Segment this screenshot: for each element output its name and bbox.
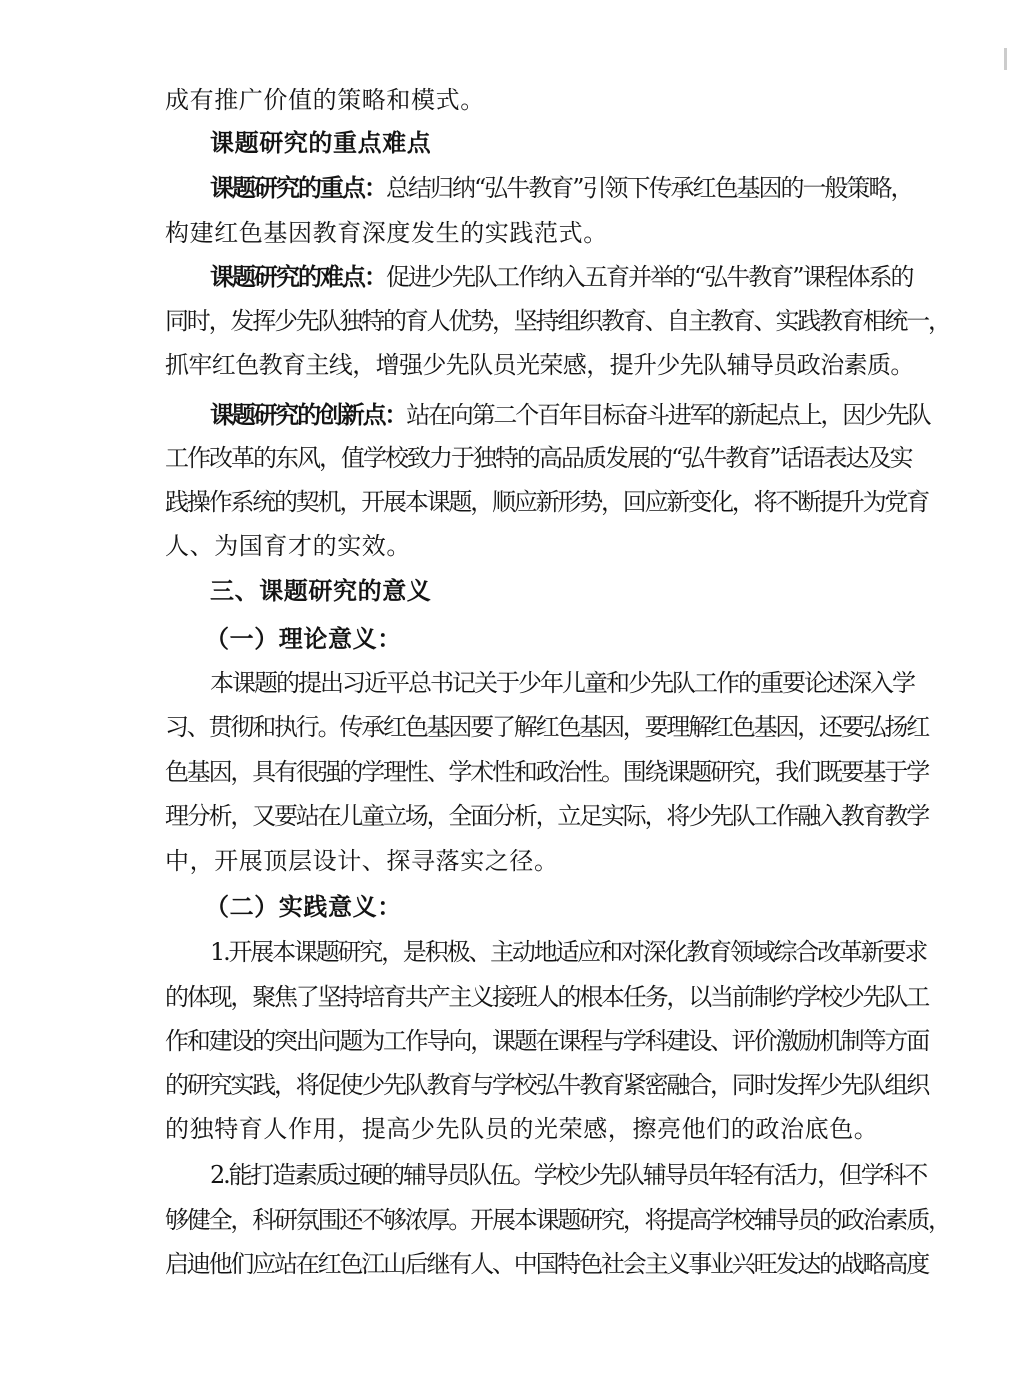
theory-line: 中，开展顶层设计、探寻落实之径。 bbox=[165, 847, 559, 875]
practice-p2-line: 2.能打造素质过硬的辅导员队伍。学校少先队辅导员年轻有活力，但学科不 bbox=[210, 1161, 927, 1189]
innovation-line-4: 人、为国育才的实效。 bbox=[165, 532, 411, 560]
theory-line: 色基因，具有很强的学理性、学术性和政治性。围绕课题研究，我们既要基于学 bbox=[165, 758, 928, 786]
focus-line-1 bbox=[210, 173, 913, 203]
section-3-title: 三、课题研究的意义 bbox=[210, 576, 432, 605]
focus-text-1: 总结归纳“弘牛教育”引领下传承红色基因的一般策略， bbox=[386, 174, 913, 202]
practice-p1-line: 的体现，聚焦了坚持培育共产主义接班人的根本任务，以当前制约学校少先队工 bbox=[165, 983, 928, 1011]
difficulty-line-2: 同时，发挥少先队独特的育人优势，坚持组织教育、自主教育、实践教育相统一， bbox=[165, 307, 950, 335]
practice-title: （二）实践意义： bbox=[205, 892, 402, 921]
practice-p1-line: 的独特育人作用，提高少先队员的光荣感，擦亮他们的政治底色。 bbox=[165, 1115, 879, 1143]
theory-line: 理分析，又要站在儿童立场，全面分析，立足实际，将少先队工作融入教育教学 bbox=[165, 802, 928, 830]
practice-p2-line: 启迪他们应站在红色江山后继有人、中国特色社会主义事业兴旺发达的战略高度 bbox=[165, 1250, 928, 1278]
difficulty-text-1: 促进少先队工作纳入五育并举的“弘牛教育”课程体系的 bbox=[386, 263, 913, 291]
focus-line-2: 构建红色基因教育深度发生的实践范式。 bbox=[165, 219, 608, 247]
theory-title: （一）理论意义： bbox=[205, 624, 402, 653]
innovation-label: 课题研究的创新点： bbox=[210, 400, 407, 429]
theory-line: 习、贯彻和执行。传承红色基因要了解红色基因，要理解红色基因，还要弘扬红 bbox=[165, 713, 928, 741]
difficulty-label: 课题研究的难点： bbox=[210, 262, 386, 291]
focus-label: 课题研究的重点： bbox=[210, 173, 386, 202]
difficulty-line-1 bbox=[210, 262, 913, 292]
practice-p2-line: 够健全，科研氛围还不够浓厚。开展本课题研究，将提高学校辅导员的政治素质， bbox=[165, 1206, 950, 1234]
scan-mark bbox=[1004, 48, 1007, 70]
innovation-line-3: 践操作系统的契机，开展本课题，顺应新形势，回应新变化，将不断提升为党育 bbox=[165, 488, 928, 516]
practice-p1-line: 的研究实践，将促使少先队教育与学校弘牛教育紧密融合，同时发挥少先队组织 bbox=[165, 1071, 928, 1099]
practice-p1-line: 1.开展本课题研究，是积极、主动地适应和对深化教育领域综合改革新要求 bbox=[210, 938, 927, 966]
practice-p1-line: 作和建设的突出问题为工作导向，课题在课程与学科建设、评价激励机制等方面 bbox=[165, 1027, 928, 1055]
innovation-text-1: 站在向第二个百年目标奋斗进军的新起点上，因少先队 bbox=[406, 401, 930, 429]
difficulty-line-3: 抓牢红色教育主线，增强少先队员光荣感，提升少先队辅导员政治素质。 bbox=[165, 351, 914, 379]
theory-line: 本课题的提出习近平总书记关于少年儿童和少先队工作的重要论述深入学 bbox=[210, 669, 914, 697]
innovation-line-2: 工作改革的东风，值学校致力于独特的高品质发展的“弘牛教育”话语表达及实 bbox=[165, 444, 912, 472]
continuation-line: 成有推广价值的策略和模式。 bbox=[165, 86, 485, 114]
innovation-line-1 bbox=[210, 400, 929, 430]
key-points-heading: 课题研究的重点难点 bbox=[210, 128, 432, 157]
